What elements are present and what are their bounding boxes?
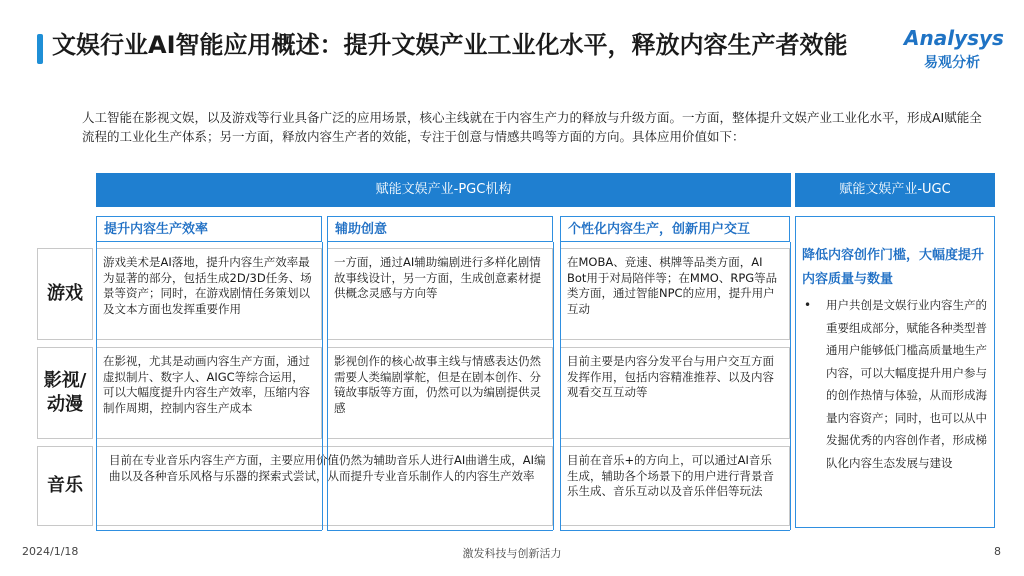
column-frame-line <box>790 242 791 530</box>
analysys-logo <box>898 22 1008 74</box>
cell-film-creativity: 影视创作的核心故事主线与情感表达仍然需要人类编剧掌舵，但是在剧本创作、分镜故事版等方面，仍然可以为编剧提供灵感 <box>327 347 553 439</box>
column-header-creativity: 辅助创意 <box>327 216 553 242</box>
row-label-music: 音乐 <box>37 446 93 526</box>
column-frame-bottom <box>327 530 553 531</box>
cell-games-efficiency: 游戏美术是AI落地，提升内容生产效率最为显著的部分，包括生成2D/3D任务、场景等资产；同时，在游戏剧情任务策划以及文本方面也发挥重要作用 <box>96 248 322 340</box>
column-frame-line <box>96 242 97 530</box>
column-header-personalization: 个性化内容生产，创新用户交互 <box>560 216 790 242</box>
cell-games-personalization: 在MOBA、竞速、棋牌等品类方面，AI Bot用于对局陪伴等；在MMO、RPG等品类方面，通过智能NPC的应用，提升用户互动 <box>560 248 790 340</box>
page-title: 文娱行业AI智能应用概述：提升文娱产业工业化水平，释放内容生产者效能 <box>52 31 848 59</box>
footer-date: 2024/1/18 <box>22 545 79 558</box>
cell-games-creativity: 一方面，通过AI辅助编剧进行多样化剧情故事线设计，另一方面，生成创意素材提供概念灵感与方向等 <box>327 248 553 340</box>
intro-paragraph: 人工智能在影视文娱，以及游戏等行业具备广泛的应用场景，核心主线就在于内容生产力的释放与升级方面。一方面，整体提升文娱产业工业化水平，形成AI赋能全流程的工业化生产体系；另一方面，释放内容生产者的效能，专注于创意与情感共鸣等方面的方向。具体应用价值如下： <box>82 110 982 144</box>
column-frame-line <box>327 242 328 530</box>
cell-film-efficiency: 在影视，尤其是动画内容生产方面，通过虚拟制片、数字人、AIGC等综合运用，可以大幅度提升内容生产效率，压缩内容制作周期，控制内容生产成本 <box>96 347 322 439</box>
page-number: 8 <box>994 545 1001 558</box>
header-ugc: 赋能文娱产业-UGC <box>795 173 995 207</box>
logo-chinese: 易观分析 <box>924 55 980 71</box>
footer-slogan: 激发科技与创新活力 <box>462 547 562 560</box>
ugc-heading: 降低内容创作门槛，大幅度提升内容质量与数量 <box>802 248 985 287</box>
cell-film-personalization: 目前主要是内容分发平台与用户交互方面发挥作用，包括内容精准推荐、以及内容观看交互互动等 <box>560 347 790 439</box>
header-pgc: 赋能文娱产业-PGC机构 <box>96 173 791 207</box>
cell-music-personalization: 目前在音乐+的方向上，可以通过AI音乐生成，辅助各个场景下的用户进行背景音乐生成、音乐互动以及音乐伴侣等玩法 <box>560 446 790 526</box>
column-frame-line <box>560 242 561 530</box>
ugc-description: 用户共创是文娱行业内容生产的重要组成部分，赋能各种类型普通用户能够低门槛高质量地生产内容，可以大幅度提升用户参与的创作热情与体验，从而形成海量内容资产；同时，也可以从中发掘优秀的内容创作者，形成梯队化内容生态发展与建设 <box>826 298 987 470</box>
title-accent-bar <box>37 34 43 64</box>
bullet-icon: • <box>804 298 812 312</box>
column-header-efficiency: 提升内容生产效率 <box>96 216 322 242</box>
logo-wordmark: Analysys <box>904 26 1004 50</box>
row-label-games: 游戏 <box>37 248 93 340</box>
row-label-film-animation: 影视/动漫 <box>37 347 93 439</box>
column-frame-bottom <box>560 530 790 531</box>
column-frame-line <box>322 242 323 530</box>
cell-music-merged: 目前在专业音乐内容生产方面，主要应用价值仍然为辅助音乐人进行AI曲谱生成，AI编曲以及各种音乐风格与乐器的探索式尝试，从而提升专业音乐制作人的内容生产效率 <box>96 446 553 526</box>
column-frame-bottom <box>96 530 322 531</box>
column-frame-line <box>553 242 554 530</box>
